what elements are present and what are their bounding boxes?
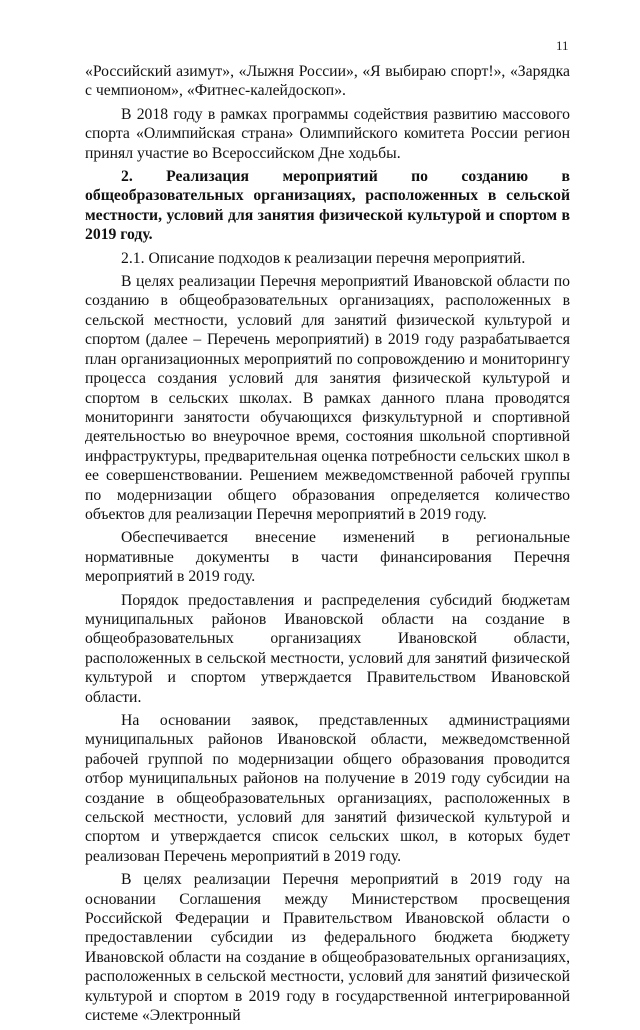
paragraph-normative-documents: Обеспечивается внесение изменений в региональные нормативные документы в части финансирования Перечня мероприятий в 2019 году. [85, 529, 570, 586]
paragraph-agreement: В целях реализации Перечня мероприятий в 2019 году на основании Соглашения между Министерством просвещения Российской Федерации и Правительством Ивановской области о предоставлении субсидии из федерального бюджета бюджету Ивановской области на создание в общеобразовательных организациях, расположенных в сельской местности, условий для занятий физической культурой и спортом в 2019 году в государственной интегрированной системе «Электронный [85, 871, 570, 1025]
subsection-heading: 2.1. Описание подходов к реализации перечня мероприятий. [121, 249, 526, 267]
paragraph-selection-basis: На основании заявок, представленных администрациями муниципальных районов Ивановской области, межведомственной рабочей группой по модернизации общего образования проводится отбор муниципальных районов на получение в 2019 году субсидии на создание в общеобразовательных организациях, расположенных в сельской местности, условий для занятий физической культурой и спортом и утверждается список сельских школ, в которых будет реализован Перечень мероприятий в 2019 году. [85, 712, 570, 865]
paragraph-implementation-plan: В целях реализации Перечня мероприятий Ивановской области по созданию в общеобразовательных организациях, расположенных в сельской местности, условий для занятий физической культурой и спортом (далее – Перечень мероприятий) в 2019 году разрабатывается план организационных мероприятий по сопровождению и мониторингу процесса создания условий для занятия физической культурой и спортом в сельских школах. В рамках данного плана проводятся мониторинги занятости обучающихся физкультурной и спортивной деятельностью во внеурочное время, состояния школьной спортивной инфраструктуры, предварительная оценка потребности сельских школ в ее совершенствовании. Решением межведомственной рабочей группы по модернизации общего образования определяется количество объектов для реализации Перечня мероприятий в 2019 году. [85, 273, 570, 523]
paragraph-olympic-country: В 2018 году в рамках программы содействия развитию массового спорта «Олимпийская страна» Олимпийского комитета России регион принял участие во Всероссийском Дне ходьбы. [85, 105, 570, 162]
page-number: 11 [556, 38, 569, 53]
paragraph-events-list: «Российский азимут», «Лыжня России», «Я выбираю спорт!», «Зарядка с чемпионом», «Фитнес-калейдоскоп». [85, 63, 570, 100]
paragraph-subsidy-procedure: Порядок предоставления и распределения субсидий бюджетам муниципальных районов Ивановской области на создание в общеобразовательных организациях Ивановской области, расположенных в сельской местности, условий для занятий физической культурой и спортом утверждается Правительством Ивановской области. [85, 591, 570, 706]
document-body [85, 62, 570, 1030]
section-heading: 2. Реализация мероприятий по созданию в общеобразовательных организациях, расположенных в сельской местности, условий для занятия физической культурой и спортом в 2019 году. [85, 168, 570, 244]
